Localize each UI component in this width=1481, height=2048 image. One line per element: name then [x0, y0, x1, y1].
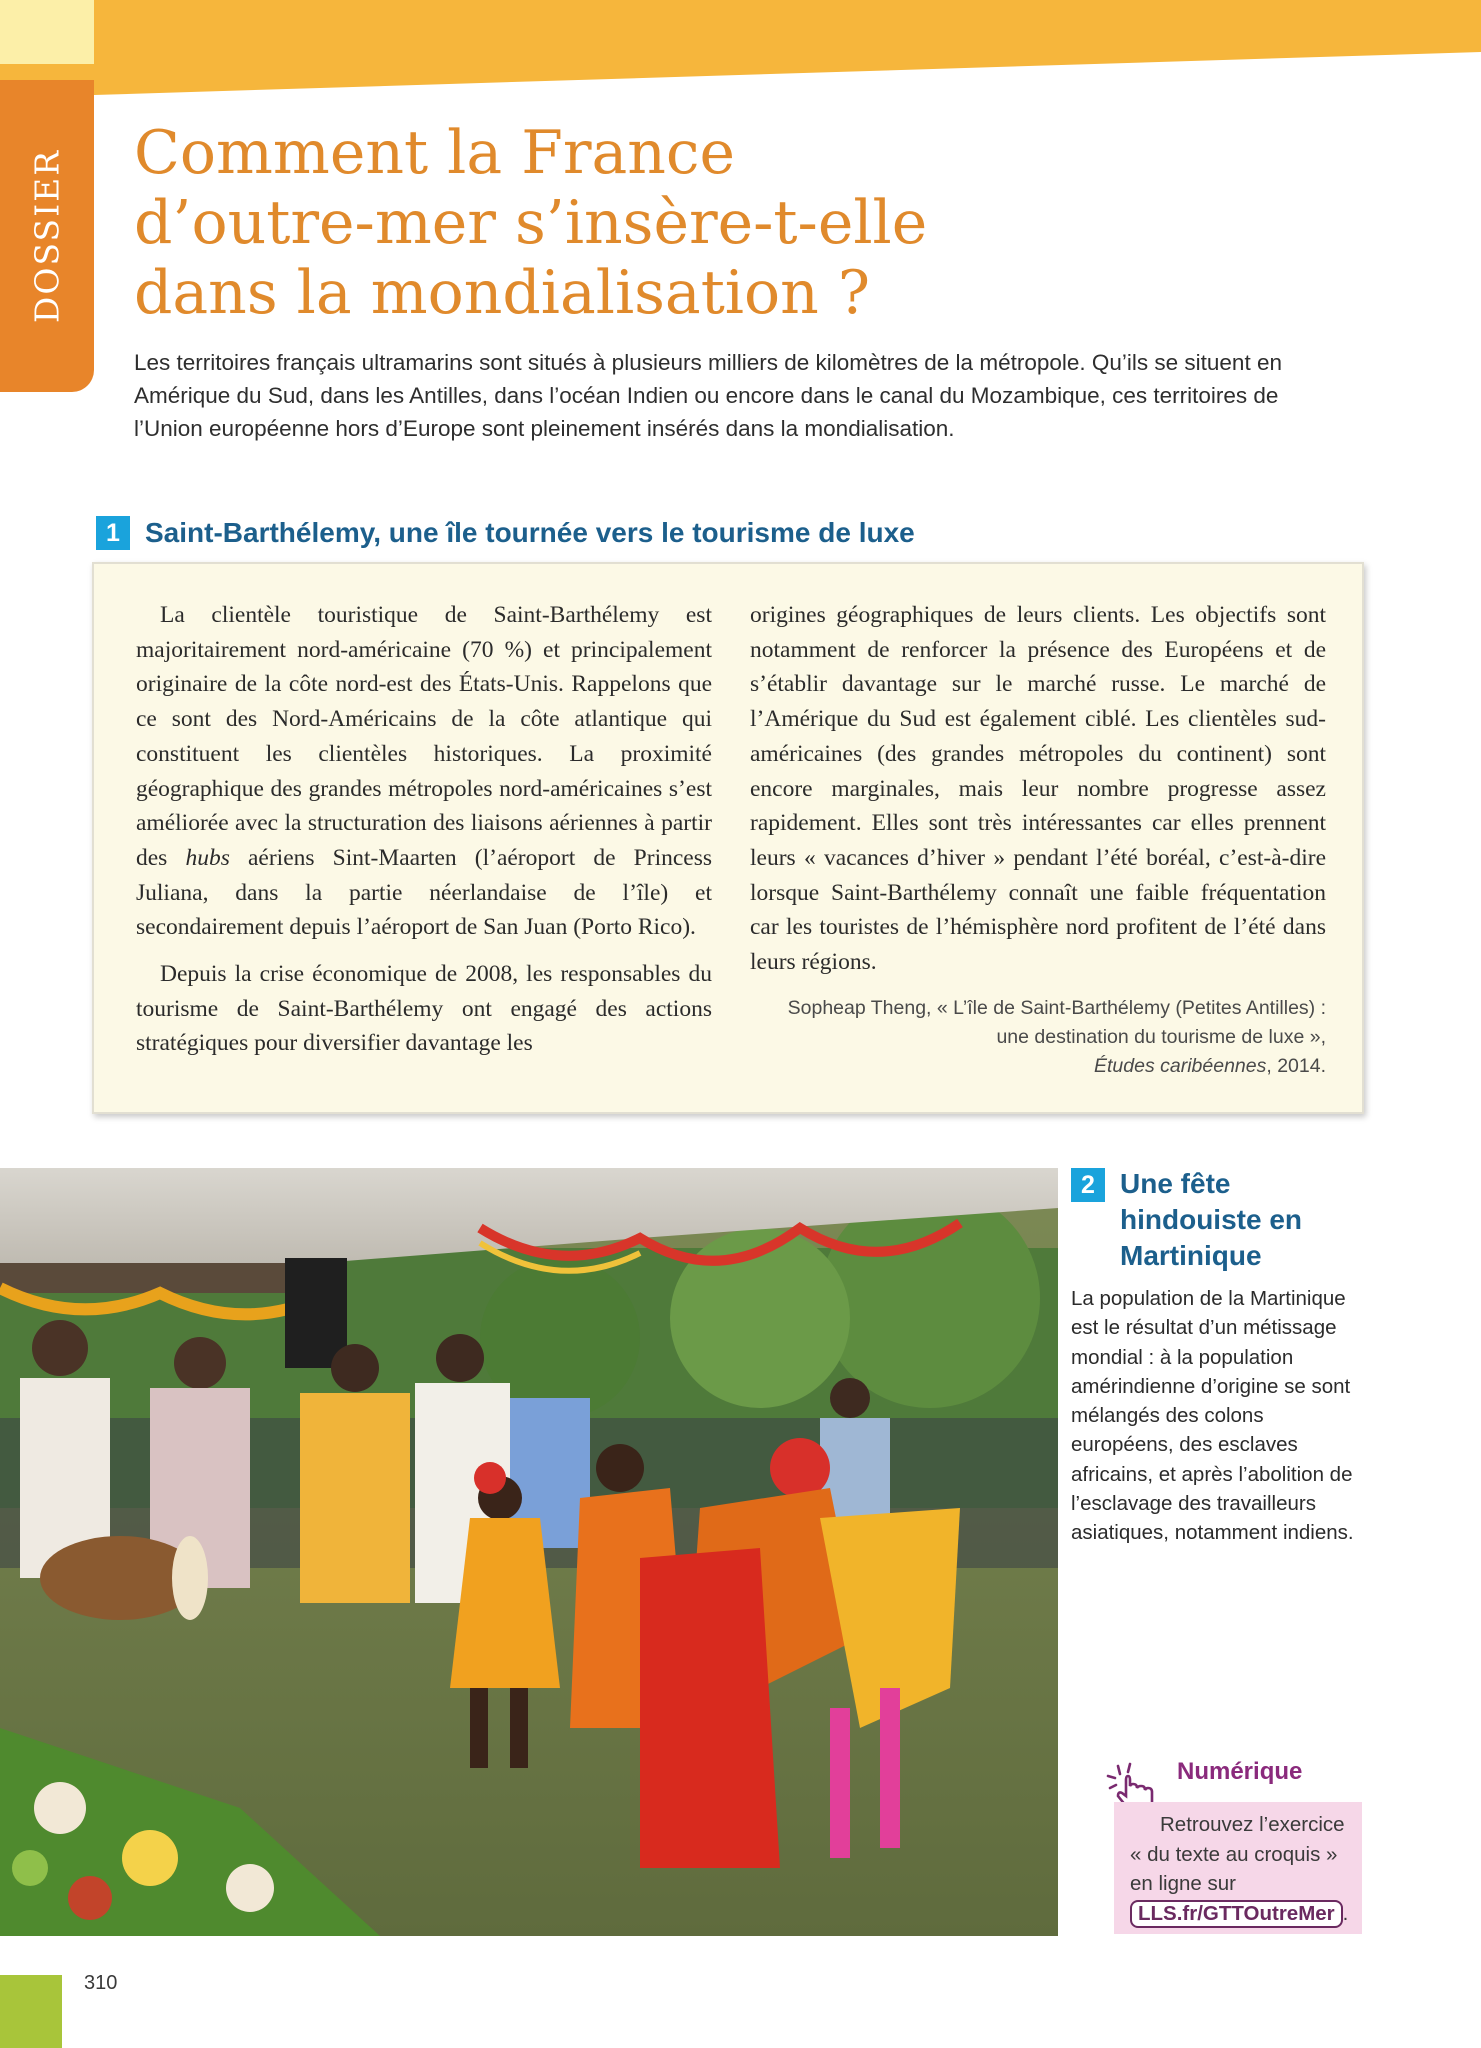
doc1-paragraph-2-start: Depuis la crise économique de 2008, les responsables du tourisme de Saint-Barthélemy ont engagé des actions stratégiques pour diversifier davantage les: [136, 961, 712, 1057]
title-line-2: d’outre-mer s’insère-t-elle: [134, 188, 928, 258]
title-line-3: dans la mondialisation ?: [134, 258, 870, 328]
doc1-text-box: [92, 562, 1364, 1114]
page-number: 310: [84, 1972, 118, 1994]
source-journal: Études caribéennes: [1093, 1054, 1267, 1077]
doc2-caption: La population de la Martinique est le résultat d’un métissage mondial : à la population amérindienne d’origine se sont mélangés des colons européens, des esclaves africains, et après l’abolition de l’esclavage des travailleurs asiatiques, notamment indiens.: [1071, 1287, 1354, 1545]
doc1-paragraph-2-end: origines géographiques de leurs clients. Les objectifs sont notamment de renforcer la présence des Européens et de s’établir davantage sur le marché russe. Le marché de l’Amérique du Sud est également ciblé. Les clientèles sud-américaines (des grandes métropoles du continent) sont encore marginales, mais leur nombre progresse assez rapidement. Elles sont très intéressantes car elles prennent leurs « vacances d’hiver » pendant l’été boréal, c’est-à-dire lorsque Saint-Barthélemy connaît une faible fréquentation car les touristes de l’hémisphère nord profitent de l’été dans leurs régions.: [750, 602, 1326, 976]
doc1-column-left: [136, 598, 712, 1061]
numerique-box: Retrouvez l’exercice « du texte au croquis » en ligne sur LLS.fr/GTTOutreMer .: [1114, 1802, 1362, 1934]
doc1-source: Sopheap Theng, « L’île de Saint-Barthélemy (Petites Antilles) : une destination du tourisme de luxe », Études caribéennes, 2014.: [787, 996, 1326, 1077]
doc1-heading: Saint-Barthélemy, une île tournée vers le tourisme de luxe: [145, 517, 915, 548]
numerique-title: Numérique: [1177, 1758, 1303, 1785]
numerique-link[interactable]: LLS.fr/GTTOutreMer: [1130, 1900, 1343, 1928]
hindu-festival-photo: [0, 1168, 1058, 1936]
title-line-1: Comment la France: [134, 118, 736, 188]
hubs-italic: hubs: [185, 844, 230, 871]
top-color-band: [0, 0, 1481, 95]
dossier-tab: [0, 80, 94, 392]
numerique-text: Retrouvez l’exercice « du texte au croquis » en ligne sur: [1130, 1813, 1345, 1895]
dossier-label: DOSSIER: [27, 148, 67, 324]
intro-paragraph: Les territoires français ultramarins sont situés à plusieurs milliers de kilomètres de la métropole. Qu’ils se situent en Amérique du Sud, dans les Antilles, dans l’océan Indien ou encore dans le canal du Mozambique, ces territoires de l’Union européenne hors d’Europe sont pleinement insérés dans la mondialisation.: [134, 350, 1282, 441]
doc2-number-badge: 2: [1071, 1168, 1105, 1202]
doc2-heading: Une fête hindouiste en Martinique: [1120, 1168, 1302, 1271]
doc1-column-right: [750, 598, 1326, 1081]
doc1-paragraph-1: La clientèle touristique de Saint-Barthélemy est majoritairement nord-américaine (70 %) et principalement originaire de la côte nord-est des États-Unis. Rappelons que ce sont des Nord-Américains de la côte atlantique qui constituent les clientèles historiques. La proximité géographique des grandes métropoles nord-américaines s’est améliorée avec la structuration des liaisons aériennes à partir des hubs aériens Sint-Maarten (l’aéroport de Princess Juliana, dans la partie néerlandaise de l’île) et secondairement depuis l’aéroport de San Juan (Porto Rico).: [136, 602, 712, 941]
page-corner-tab: [0, 1975, 62, 2048]
page-title: [134, 118, 1034, 328]
doc1-number-badge: 1: [96, 516, 130, 550]
